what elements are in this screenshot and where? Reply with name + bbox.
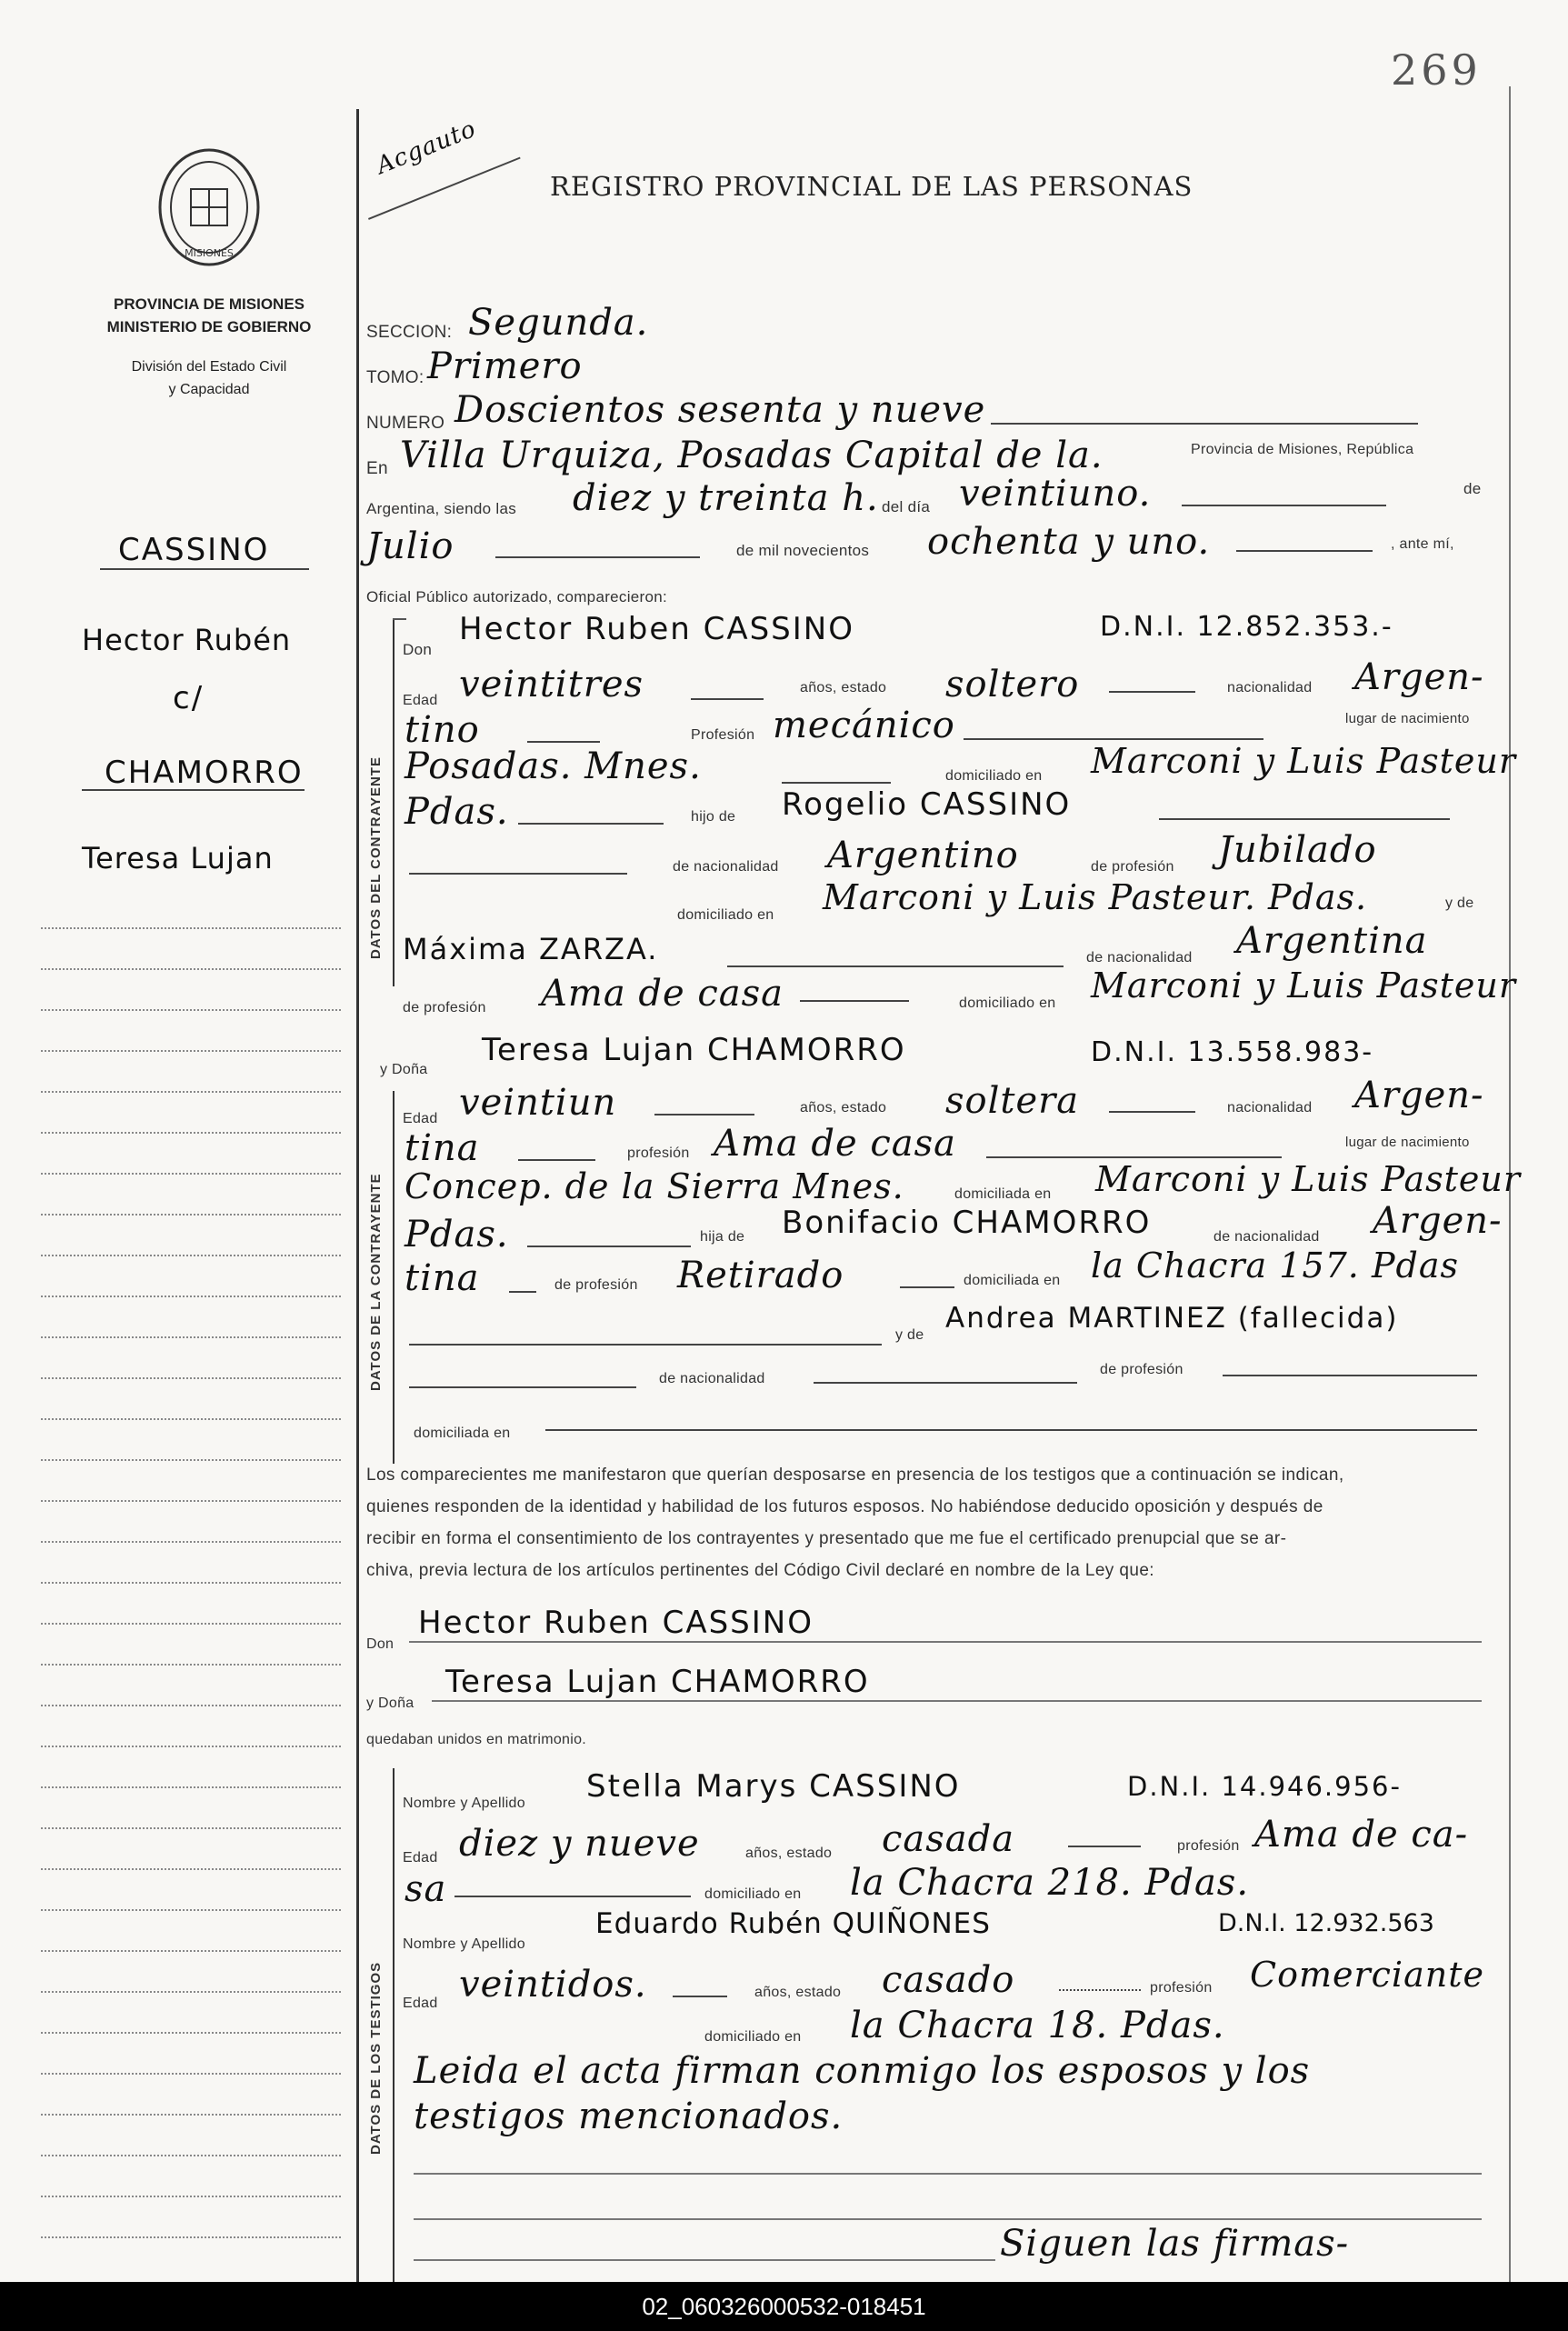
witness1-estado: casada bbox=[882, 1818, 1015, 1860]
groom-padre-prof-label: de profesión bbox=[1091, 859, 1174, 875]
groom-madre-dom-label: domiciliado en bbox=[959, 995, 1056, 1011]
signature-note: Siguen las firmas- bbox=[1000, 2223, 1350, 2265]
groom-bracket bbox=[393, 618, 394, 986]
groom-madre-nac: Argentina bbox=[1236, 920, 1428, 962]
groom-padre-nac-label: de nacionalidad bbox=[673, 859, 779, 875]
groom-hijo-label: hijo de bbox=[691, 809, 736, 825]
witness2-estado: casado bbox=[882, 1959, 1015, 2001]
groom-madre: Máxima ZARZA. bbox=[403, 932, 659, 966]
margin-connector: c/ bbox=[173, 680, 205, 716]
bride-lugar: Concep. de la Sierra Mnes. bbox=[404, 1166, 904, 1206]
bride-padre-nac-a: Argen- bbox=[1373, 1200, 1503, 1242]
witness2-profesion: Comerciante bbox=[1250, 1955, 1484, 1995]
annotation-note: Acgauto bbox=[373, 115, 481, 180]
witness2-profesion-label: profesión bbox=[1150, 1980, 1213, 1996]
year-value: ochenta y uno. bbox=[927, 521, 1211, 563]
bride-padre-dom-label: domiciliada en bbox=[964, 1273, 1061, 1288]
margin-name-bride: Teresa Lujan bbox=[82, 841, 274, 875]
hour-value: diez y treinta h. bbox=[573, 477, 879, 519]
declaration-line-4: chiva, previa lectura de los artículos pertinentes del Código Civil declaré en nombre de la Ley que: bbox=[366, 1561, 1154, 1580]
place-value: Villa Urquiza, Posadas Capital de la. bbox=[400, 435, 1104, 476]
bride-madre-prof-label: de profesión bbox=[1100, 1362, 1183, 1377]
closing-line-2: testigos mencionados. bbox=[414, 2096, 844, 2137]
witness1-profesion-a: Ama de ca- bbox=[1254, 1814, 1469, 1856]
bride-padre-nac-b: tina bbox=[404, 1257, 480, 1299]
seccion-value: Segunda. bbox=[468, 302, 649, 344]
groom-padre-dom-label: domiciliado en bbox=[677, 907, 774, 923]
witness1-nombre-label: Nombre y Apellido bbox=[403, 1796, 525, 1811]
witness1-name: Stella Marys CASSINO bbox=[586, 1768, 961, 1805]
bride-nac-b: tina bbox=[404, 1127, 480, 1169]
bride-lugar-label: lugar de nacimiento bbox=[1345, 1135, 1470, 1150]
groom-y-de-label: y de bbox=[1445, 895, 1474, 911]
declaration-line-2: quienes responden de la identidad y habilidad de los futuros esposos. No habiéndose deducido oposición y después de bbox=[366, 1497, 1323, 1516]
groom-estado: soltero bbox=[945, 664, 1080, 705]
de-label: de bbox=[1463, 480, 1482, 497]
bride-profesion: Ama de casa bbox=[714, 1123, 956, 1165]
bride-anos-label: años, estado bbox=[800, 1100, 887, 1115]
witness-bracket bbox=[393, 1768, 394, 2282]
witness1-domicilio: la Chacra 218. Pdas. bbox=[850, 1862, 1250, 1904]
provincial-seal-icon bbox=[155, 145, 264, 268]
numero-label: NUMERO bbox=[366, 414, 445, 433]
witness2-anos-label: años, estado bbox=[754, 1985, 842, 2000]
groom-madre-prof-label: de profesión bbox=[403, 1000, 486, 1015]
don-label: Don bbox=[403, 641, 433, 658]
numero-value: Doscientos sesenta y nueve bbox=[454, 389, 986, 431]
groom-section-label: DATOS DEL CONTRAYENTE bbox=[368, 756, 384, 959]
groom-nacionalidad-label: nacionalidad bbox=[1227, 680, 1313, 695]
bride-name: Teresa Lujan CHAMORRO bbox=[482, 1032, 906, 1068]
groom-domicilio-b: Pdas. bbox=[404, 791, 509, 833]
en-label: En bbox=[366, 459, 388, 478]
bride-domiciliada-label: domiciliada en bbox=[954, 1186, 1052, 1202]
groom-dni: D.N.I. 12.852.353.- bbox=[1100, 611, 1393, 643]
seal-text: MISIONES bbox=[185, 247, 234, 259]
witness2-edad: veintidos. bbox=[459, 1964, 647, 2006]
groom-edad-label: Edad bbox=[403, 693, 438, 708]
witness2-dni: D.N.I. 12.932.563 bbox=[1218, 1909, 1434, 1937]
groom-padre-nac: Argentino bbox=[827, 835, 1019, 876]
bride-edad-label: Edad bbox=[403, 1111, 438, 1126]
groom-nac-b: tino bbox=[404, 709, 480, 751]
day-value: veintiuno. bbox=[959, 473, 1152, 515]
groom-edad: veintitres bbox=[459, 664, 644, 705]
province-label: PROVINCIA DE MISIONES bbox=[113, 295, 305, 313]
bride-padre-prof: Retirado bbox=[677, 1255, 844, 1296]
groom-padre-prof: Jubilado bbox=[1218, 829, 1377, 871]
declaration-line-3: recibir en forma el consentimiento de los contrayentes y presentado que me fue el certificado prenupcial que se ar- bbox=[366, 1529, 1287, 1548]
bride-domicilio-b: Pdas. bbox=[404, 1214, 509, 1256]
groom-domicilio-a: Marconi y Luis Pasteur bbox=[1091, 741, 1516, 781]
bride-edad: veintiun bbox=[459, 1082, 617, 1124]
witness2-domicilio: la Chacra 18. Pdas. bbox=[850, 2005, 1225, 2046]
witness1-profesion-b: sa bbox=[404, 1868, 447, 1910]
groom-anos-label: años, estado bbox=[800, 680, 887, 695]
margin-surname-groom: CASSINO bbox=[118, 532, 270, 568]
groom-name: Hector Ruben CASSINO bbox=[459, 611, 854, 647]
seccion-label: SECCION: bbox=[366, 323, 453, 342]
witness1-domiciliado-label: domiciliado en bbox=[704, 1886, 802, 1902]
document-title: REGISTRO PROVINCIAL DE LAS PERSONAS bbox=[550, 171, 1193, 202]
bride-madre-nac-label: de nacionalidad bbox=[659, 1371, 765, 1386]
ante-mi-label: , ante mí, bbox=[1391, 536, 1454, 552]
margin-name-groom: Hector Rubén bbox=[82, 623, 292, 657]
provincia-label: Provincia de Misiones, República bbox=[1191, 442, 1414, 457]
union-groom: Hector Ruben CASSINO bbox=[418, 1605, 814, 1641]
groom-madre-prof: Ama de casa bbox=[541, 973, 784, 1015]
witness1-dni: D.N.I. 14.946.956- bbox=[1127, 1771, 1402, 1802]
groom-padre-dom: Marconi y Luis Pasteur. Pdas. bbox=[823, 877, 1368, 917]
margin-surname-bride: CHAMORRO bbox=[105, 755, 304, 791]
declaration-line-1: Los comparecientes me manifestaron que querían desposarse en presencia de los testigos que a continuación se indican, bbox=[366, 1466, 1344, 1485]
witness2-nombre-label: Nombre y Apellido bbox=[403, 1936, 525, 1952]
closing-line-1: Leida el acta firman conmigo los esposos y los bbox=[414, 2050, 1311, 2092]
bride-padre-dom: la Chacra 157. Pdas bbox=[1091, 1246, 1460, 1286]
bride-profesion-label: profesión bbox=[627, 1145, 690, 1161]
tomo-label: TOMO: bbox=[366, 368, 424, 387]
del-dia-label: del día bbox=[882, 498, 931, 515]
witness2-edad-label: Edad bbox=[403, 1996, 438, 2011]
scan-id-footer: 02_060326000532-018451 bbox=[0, 2282, 1568, 2331]
groom-domiciliado-label: domiciliado en bbox=[945, 768, 1043, 784]
witness1-profesion-label: profesión bbox=[1177, 1838, 1240, 1854]
bride-section-label: DATOS DE LA CONTRAYENTE bbox=[368, 1173, 384, 1391]
bride-dni: D.N.I. 13.558.983- bbox=[1091, 1036, 1374, 1068]
bride-hija-label: hija de bbox=[700, 1229, 745, 1245]
union-dona-label: y Doña bbox=[366, 1696, 414, 1711]
division-label-2: y Capacidad bbox=[168, 382, 250, 397]
de-mil-label: de mil novecientos bbox=[736, 542, 870, 559]
witness-section-label: DATOS DE LOS TESTIGOS bbox=[368, 1961, 384, 2155]
bride-estado: soltera bbox=[945, 1080, 1080, 1122]
witness2-name: Eduardo Rubén QUIÑONES bbox=[595, 1907, 991, 1940]
union-don-label: Don bbox=[366, 1636, 394, 1652]
bride-madre-dom-label: domiciliada en bbox=[414, 1426, 511, 1441]
bride-nac-a: Argen- bbox=[1354, 1075, 1484, 1116]
division-label-1: División del Estado Civil bbox=[131, 359, 287, 375]
groom-madre-dom: Marconi y Luis Pasteur bbox=[1091, 965, 1516, 1005]
tomo-value: Primero bbox=[427, 345, 583, 387]
groom-padre: Rogelio CASSINO bbox=[782, 786, 1072, 823]
bride-padre: Bonifacio CHAMORRO bbox=[782, 1205, 1152, 1241]
bride-padre-prof-label: de profesión bbox=[554, 1277, 638, 1293]
groom-profesion-label: Profesión bbox=[691, 727, 755, 743]
groom-madre-nac-label: de nacionalidad bbox=[1086, 950, 1193, 965]
main-column-rule bbox=[356, 109, 359, 2282]
bride-domicilio-a: Marconi y Luis Pasteur bbox=[1095, 1159, 1521, 1199]
folio-number: 269 bbox=[1391, 45, 1482, 95]
witness1-anos-label: años, estado bbox=[745, 1846, 833, 1861]
argentina-label: Argentina, siendo las bbox=[366, 500, 517, 517]
groom-profesion: mecánico bbox=[773, 705, 955, 746]
bride-nacionalidad-label: nacionalidad bbox=[1227, 1100, 1313, 1115]
witness2-domiciliado-label: domiciliado en bbox=[704, 2029, 802, 2045]
groom-lugar: Posadas. Mnes. bbox=[404, 745, 702, 787]
union-bride: Teresa Lujan CHAMORRO bbox=[445, 1664, 870, 1700]
groom-nac-a: Argen- bbox=[1354, 656, 1484, 698]
bride-madre: Andrea MARTINEZ (fallecida) bbox=[945, 1302, 1399, 1335]
bride-bracket bbox=[393, 1091, 394, 1464]
oficial-label: Oficial Público autorizado, comparecieron: bbox=[366, 588, 668, 605]
bride-y-de-label: y de bbox=[895, 1327, 924, 1343]
ministry-label: MINISTERIO DE GOBIERNO bbox=[106, 318, 312, 335]
bride-padre-nac-label: de nacionalidad bbox=[1213, 1229, 1320, 1245]
witness1-edad-label: Edad bbox=[403, 1850, 438, 1866]
quedaban-label: quedaban unidos en matrimonio. bbox=[366, 1732, 587, 1747]
witness1-edad: diez y nueve bbox=[459, 1823, 700, 1865]
y-dona-label: y Doña bbox=[380, 1062, 428, 1077]
month-value: Julio bbox=[366, 525, 454, 567]
groom-lugar-label: lugar de nacimiento bbox=[1345, 711, 1470, 726]
